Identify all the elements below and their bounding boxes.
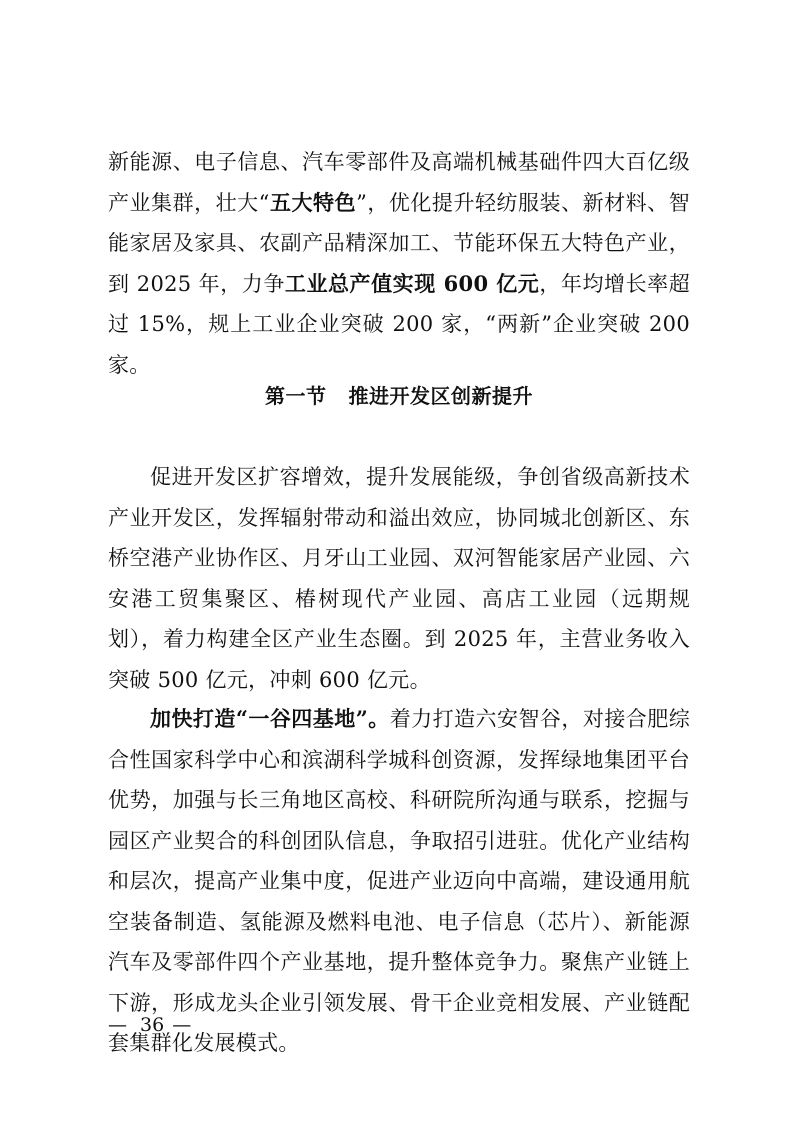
section-number: 第一节 [265,384,327,408]
paragraph-text: 着力打造六安智谷，对接合肥综合性国家科学中心和滨湖科学城科创资源，发挥绿地集团平台优势，加强与长三角地区高校、科研院所沟通与联系，挖掘与园区产业契合的科创团队信息，争取招引进驻。优化产业结构和层次，提高产业集中度，促进产业迈向中高端，建设通用航空装备制造、氢能源及燃料电池、电子信息（芯片）、新能源汽车及零部件四个产业基地，提升整体竞争力。聚焦产业链上下游，形成龙头企业引领发展、骨干企业竞相发展、产业链配套集群化发展模式。 [108,707,690,1055]
section-title: 推进开发区创新提升 [348,384,533,408]
paragraph-text: 新能源、电子信息、汽车零部件及高端机械基础件四大百亿级产业集群，壮大“ [108,150,690,215]
footer-dash-right: — [172,1014,192,1036]
paragraph-industry-clusters [108,142,690,385]
paragraph-text: 促进开发区扩容增效，提升发展能级，争创省级高新技术产业开发区，发挥辐射带动和溢出效应，协同城北创新区、东桥空港产业协作区、月牙山工业园、双河智能家居产业园、六安港工贸集聚区、椿树现代产业园、高店工业园（远期规划），着力构建全区产业生态圈。到 2025 年，主营业务收入突破 500 亿元，冲刺 600 亿元。 [108,465,690,692]
bold-phrase-output-target: 工业总产值实现 600 亿元 [284,270,540,296]
paragraph-development-zone [108,457,690,700]
paragraph-text: ”，优化提升轻纺服装、新材料、智能家居及家具、农副产品精深加工、节能环保五大特色产业，到 2025 年，力争 [108,190,691,296]
paragraph-text: ，年均增长率超过 15%，规上工业企业突破 200 家，“两新”企业突破 200 家。 [108,271,690,377]
bold-phrase-five-features: 五大特色 [269,189,357,215]
bold-lead-phrase: 加快打造“一谷四基地”。 [150,706,390,731]
page-footer [108,1010,196,1040]
page-number: 36 [140,1014,165,1036]
footer-dash-left: — [108,1014,127,1036]
section-heading [108,378,690,414]
paragraph-one-valley-four-bases [108,699,690,1064]
